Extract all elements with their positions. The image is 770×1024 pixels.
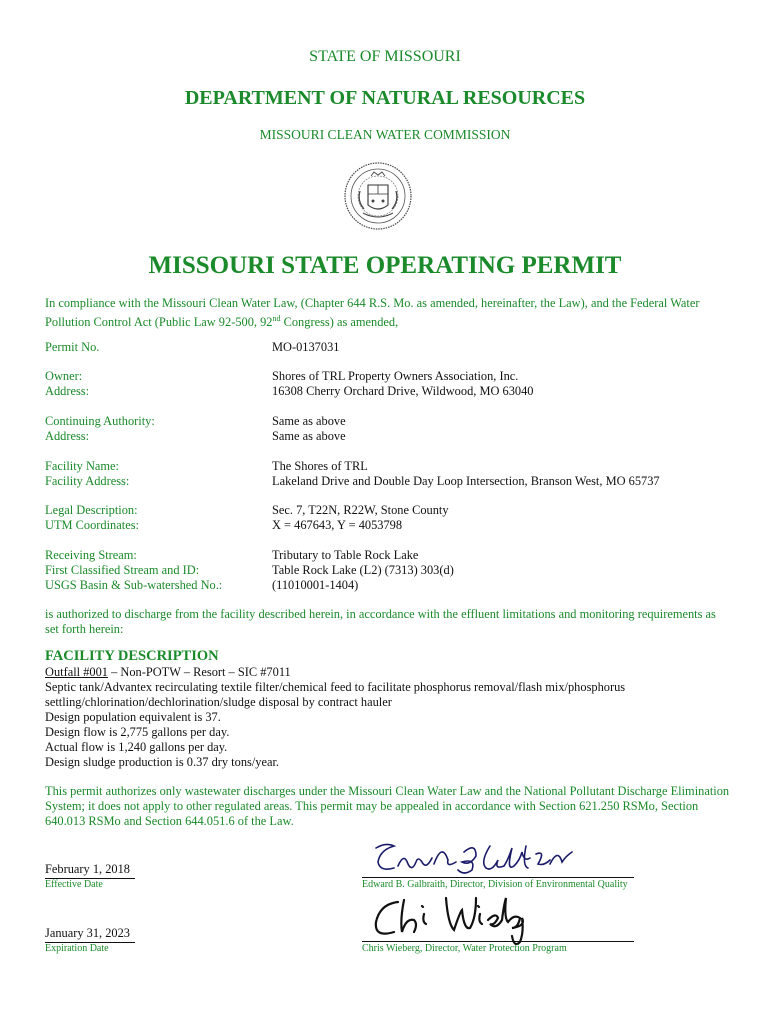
continuing-authority-label: Continuing Authority: xyxy=(45,414,155,428)
owner-address-label: Address: xyxy=(45,384,90,398)
facility-address-label: Facility Address: xyxy=(45,474,130,488)
effective-date: February 1, 2018 xyxy=(45,862,135,879)
commission-heading: MISSOURI CLEAN WATER COMMISSION xyxy=(259,127,511,142)
usgs-label: USGS Basin & Sub-watershed No.: xyxy=(45,578,223,592)
facility-name-label: Facility Name: xyxy=(45,459,119,473)
owner-value: Shores of TRL Property Owners Association, Inc. xyxy=(272,369,519,383)
permit-no-value: MO-0137031 xyxy=(272,340,340,354)
outfall-id: Outfall #001 xyxy=(45,665,108,679)
first-classified-value: Table Rock Lake (L2) (7313) 303(d) xyxy=(272,563,454,577)
first-classified-label: First Classified Stream and ID: xyxy=(45,563,200,577)
signature-galbraith xyxy=(368,838,598,880)
signer-wieberg: Chris Wieberg, Director, Water Protection Program xyxy=(362,943,567,954)
owner-address-value: 16308 Cherry Orchard Drive, Wildwood, MO 63040 xyxy=(272,384,534,398)
facility-address-value: Lakeland Drive and Double Day Loop Intersection, Branson West, MO 65737 xyxy=(272,474,660,488)
expiration-date: January 31, 2023 xyxy=(45,926,135,943)
usgs-value: (11010001-1404) xyxy=(272,578,359,592)
effective-date-label: Effective Date xyxy=(45,879,103,890)
state-seal-icon xyxy=(343,161,413,231)
ca-address-label: Address: xyxy=(45,429,90,443)
state-heading: STATE OF MISSOURI xyxy=(309,48,461,65)
receiving-stream-value: Tributary to Table Rock Lake xyxy=(272,548,419,562)
outfall-line: Outfall #001 – Non-POTW – Resort – SIC #7011 xyxy=(45,665,291,679)
compliance-paragraph: In compliance with the Missouri Clean Water Law, (Chapter 644 R.S. Mo. as amended, hereinafter, the Law), and the Federal Water Pollution Control Act (Public Law 92-500, 92nd Congress) as amended, xyxy=(45,296,700,330)
facility-name-value: The Shores of TRL xyxy=(272,459,368,473)
signer-galbraith: Edward B. Galbraith, Director, Division of Environmental Quality xyxy=(362,879,628,890)
permit-title: MISSOURI STATE OPERATING PERMIT xyxy=(148,252,622,279)
utm-label: UTM Coordinates: xyxy=(45,518,139,532)
permit-no-label: Permit No. xyxy=(45,340,100,354)
actual-flow-line: Actual flow is 1,240 gallons per day. xyxy=(45,740,228,754)
authorized-text: is authorized to discharge from the facility described herein, in accordance with the effluent limitations and monitoring requirements as set forth herein: xyxy=(45,607,716,636)
ca-address-value: Same as above xyxy=(272,429,346,443)
population-line: Design population equivalent is 37. xyxy=(45,710,221,724)
facility-description-heading: FACILITY DESCRIPTION xyxy=(45,648,219,664)
legal-description-label: Legal Description: xyxy=(45,503,138,517)
receiving-stream-label: Receiving Stream: xyxy=(45,548,137,562)
legal-description-value: Sec. 7, T22N, R22W, Stone County xyxy=(272,503,449,517)
authorization-notice: This permit authorizes only wastewater discharges under the Missouri Clean Water Law and the National Pollutant Discharge Elimination System; it does not apply to other regulated areas. This permit may be appealed in accordance with Section 621.250 RSMo, Section 640.013 RSMo and Section 644.051.6 of the Law. xyxy=(45,784,730,828)
design-flow-line: Design flow is 2,775 gallons per day. xyxy=(45,725,230,739)
utm-value: X = 467643, Y = 4053798 xyxy=(272,518,403,532)
facility-description-body xyxy=(45,665,735,770)
continuing-authority-value: Same as above xyxy=(272,414,346,428)
owner-label: Owner: xyxy=(45,369,83,383)
description-line: Septic tank/Advantex recirculating textile filter/chemical feed to facilitate phosphorus removal/flash mix/phosphorus settling/chlorination/dechlorination/sludge disposal by contract hauler xyxy=(45,680,626,709)
sludge-line: Design sludge production is 0.37 dry tons/year. xyxy=(45,755,280,769)
expiration-date-label: Expiration Date xyxy=(45,943,109,954)
department-heading: DEPARTMENT OF NATURAL RESOURCES xyxy=(184,87,586,109)
